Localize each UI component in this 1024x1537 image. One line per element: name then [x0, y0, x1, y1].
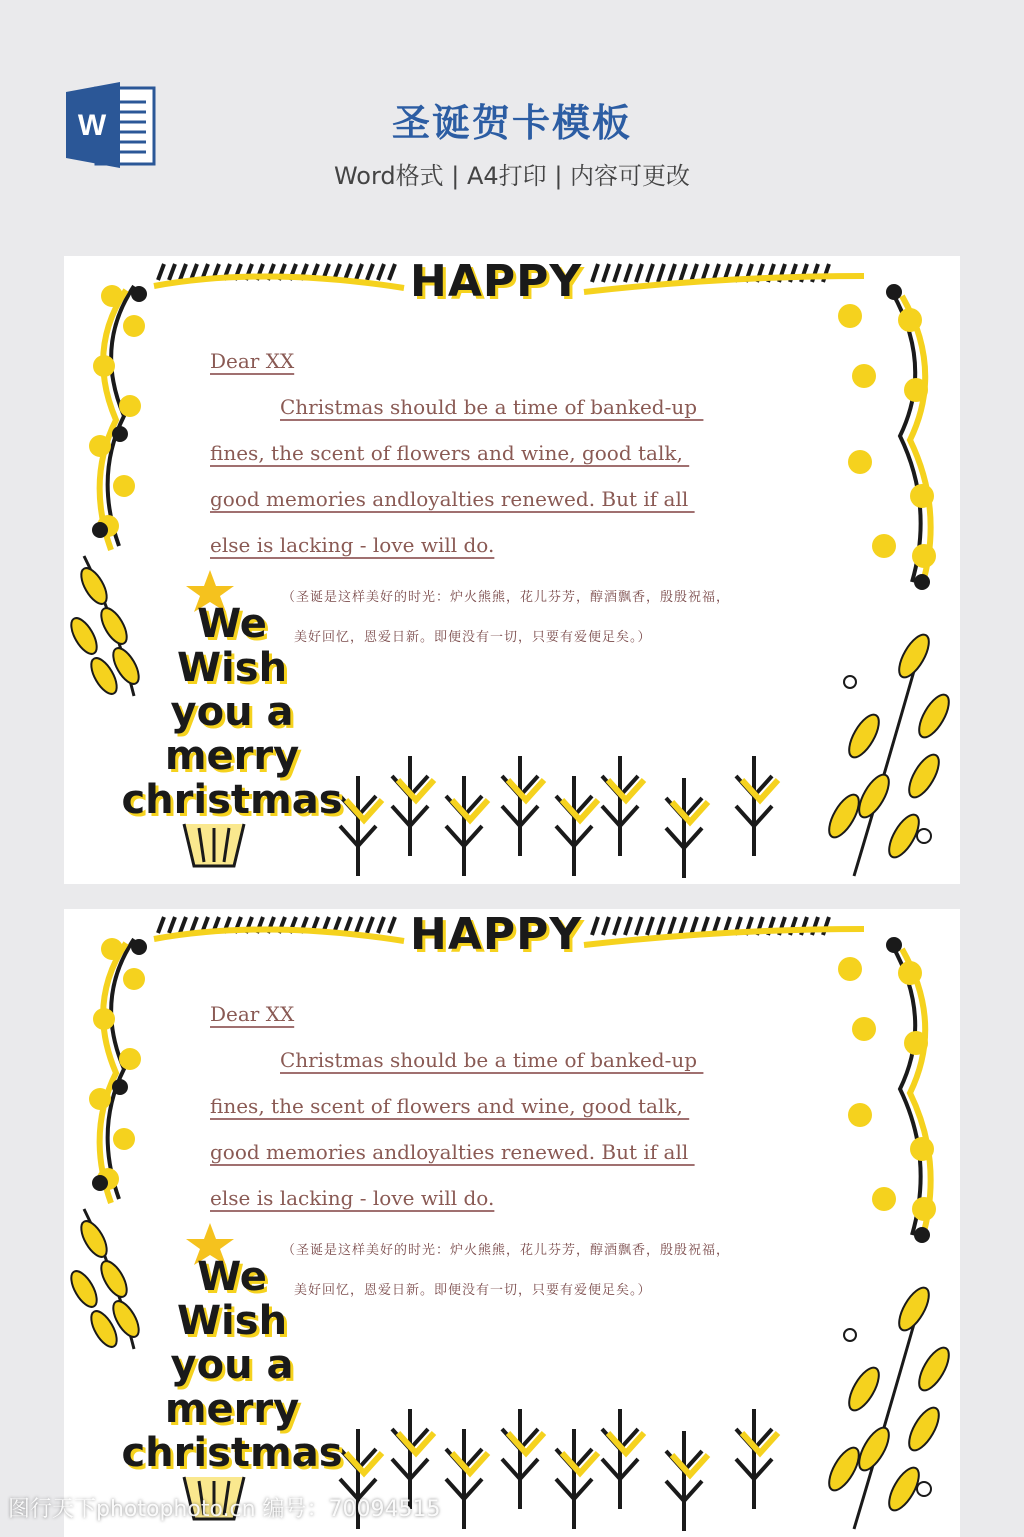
greeting-card: [64, 909, 960, 1537]
letter-line: fines, the scent of flowers and wine, good talk,: [210, 1094, 690, 1118]
cn-line: 美好回忆，恩爱日新。即便没有一切，只要有爱便足矣。）: [294, 1283, 652, 1298]
page-title: 圣诞贺卡模板: [391, 101, 632, 145]
wish-line: Wish: [176, 1298, 288, 1344]
wish-lettering: [112, 1255, 352, 1475]
happy-heading: HAPPY: [410, 256, 583, 307]
right-leaf-branch: [823, 1283, 954, 1529]
left-vine: [89, 938, 147, 1203]
cn-line: 美好回忆，恩爱日新。即便没有一切，只要有爱便足矣。）: [294, 630, 652, 645]
letter-line: fines, the scent of flowers and wine, good talk,: [210, 441, 690, 465]
header: [0, 0, 1024, 240]
cn-line: （圣诞是这样美好的时光：炉火熊熊，花儿芬芳，醇酒飘香，殷殷祝福，: [282, 1243, 731, 1258]
wish-lettering: [112, 602, 352, 822]
wish-line: christmas: [121, 777, 343, 823]
cn-line: （圣诞是这样美好的时光：炉火熊熊，花儿芬芳，醇酒飘香，殷殷祝福，: [282, 590, 731, 605]
letter-greeting: Dear XX: [210, 1002, 295, 1026]
letter-line: else is lacking - love will do.: [210, 1186, 495, 1210]
letter-line: Christmas should be a time of banked-up: [280, 395, 704, 419]
bottom-grass: [340, 756, 778, 878]
left-vine: [89, 285, 147, 550]
right-vine: [838, 937, 936, 1243]
chinese-translation: [282, 1231, 842, 1311]
letter-text: [210, 344, 810, 574]
cup-icon: [184, 824, 244, 866]
watermark: 图行天下photophoto.cn 编号：70094515: [8, 1497, 441, 1522]
letter-line: Christmas should be a time of banked-up: [280, 1048, 704, 1072]
page-subtitle: Word格式 | A4打印 | 内容可更改: [333, 162, 691, 190]
letter-line: else is lacking - love will do.: [210, 533, 495, 557]
right-vine: [838, 284, 936, 590]
svg-text:W: W: [77, 109, 107, 142]
letter-line: good memories andloyalties renewed. But if all: [210, 487, 695, 511]
wish-line: We: [197, 601, 267, 647]
wish-line: merry: [164, 733, 300, 779]
letter-line: good memories andloyalties renewed. But if all: [210, 1140, 695, 1164]
wish-line: We: [197, 1254, 267, 1300]
wish-line: you a: [170, 689, 294, 735]
right-leaf-branch: [823, 630, 954, 876]
wish-line: merry: [164, 1386, 300, 1432]
letter-greeting: Dear XX: [210, 349, 295, 373]
wish-line: you a: [170, 1342, 294, 1388]
letter-text: [210, 997, 810, 1227]
happy-heading: HAPPY: [410, 909, 583, 960]
greeting-card: [64, 256, 960, 884]
chinese-translation: [282, 578, 842, 658]
wish-line: Wish: [176, 645, 288, 691]
wish-line: christmas: [121, 1430, 343, 1476]
